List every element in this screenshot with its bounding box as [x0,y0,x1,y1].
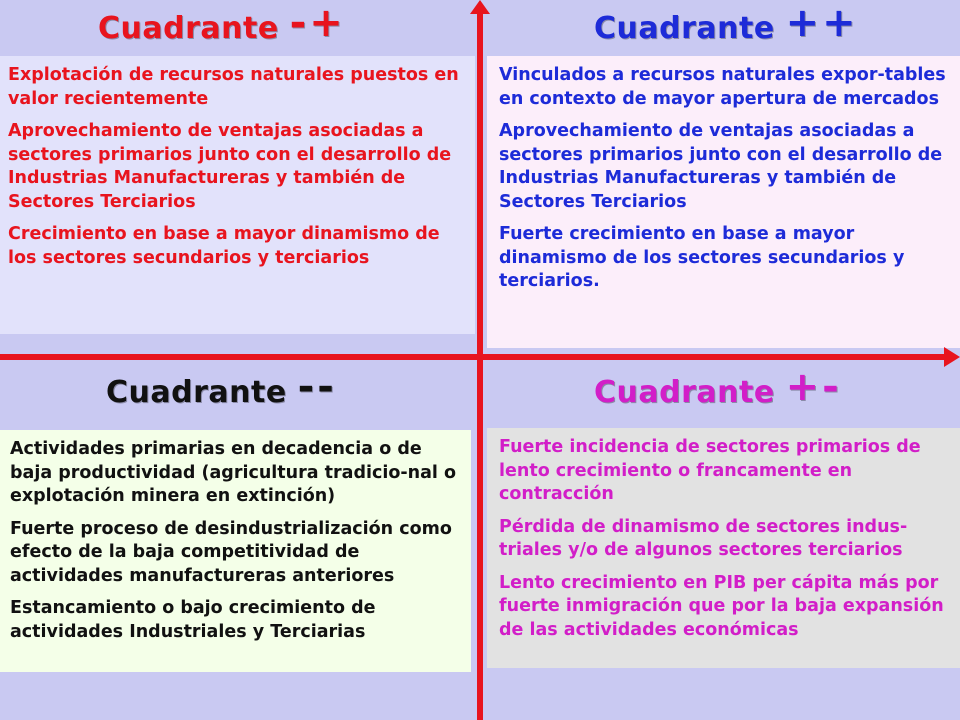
quadrant-minus-plus-box [0,56,475,334]
quadrant-plus-plus-sign: ++ [785,0,859,46]
quadrant-plus-minus-title-text: Cuadrante [594,375,775,410]
quadrant-minus-plus-sign: -+ [289,0,346,46]
quadrant-minus-plus-title [98,0,346,46]
quadrant-minus-minus-box [0,430,471,672]
quadrant-plus-minus-title [594,364,842,410]
horizontal-axis-arrowhead-icon [944,347,960,367]
quadrant-plus-minus-item: Fuerte incidencia de sectores primarios de lento crecimiento o francamente en contracción [499,437,921,504]
quadrant-plus-plus-title-text: Cuadrante [594,11,775,46]
quadrant-plus-minus-item: Lento crecimiento en PIB per cápita más por fuerte inmigración que por la baja expansión de las actividades económicas [499,572,944,640]
quadrant-minus-plus-item: Aprovechamiento de ventajas asociadas a sectores primarios junto con el desarrollo de Industrias Manufactureras y también de Sectores Terciarios [8,121,452,212]
quadrant-plus-plus-title [594,0,859,46]
quadrant-minus-plus-item: Crecimiento en base a mayor dinamismo de los sectores secundarios y terciarios [8,224,440,268]
quadrant-minus-minus-sign: -- [297,364,337,410]
quadrant-minus-minus-item: Estancamiento o bajo crecimiento de actividades Industriales y Terciarias [10,598,376,642]
quadrant-plus-minus-sign: +- [785,364,842,410]
quadrant-plus-plus-item: Fuerte crecimiento en base a mayor dinamismo de los sectores secundarios y terciarios. [499,224,905,291]
quadrant-minus-plus-title-text: Cuadrante [98,11,279,46]
quadrant-plus-plus-item: Aprovechamiento de ventajas asociadas a sectores primarios junto con el desarrollo de Industrias Manufactureras y también de Sectores Terciarios [499,121,943,212]
quadrant-minus-minus-item: Actividades primarias en decadencia o de baja productividad (agricultura tradicio-nal o explotación minera en extinción) [10,439,457,506]
quadrant-minus-minus-title [106,364,337,410]
horizontal-axis [0,354,946,360]
quadrant-minus-minus-item: Fuerte proceso de desindustrialización como efecto de la baja competitividad de actividades manufactureras anteriores [10,518,452,586]
vertical-axis-arrowhead-icon [470,0,490,14]
quadrant-minus-minus-title-text: Cuadrante [106,375,287,410]
quadrant-plus-minus-box [487,428,960,668]
quadrant-minus-plus-item: Explotación de recursos naturales puestos en valor recientemente [8,65,459,109]
quadrant-plus-plus-box [487,56,960,348]
quadrant-plus-minus-item: Pérdida de dinamismo de sectores indus-triales y/o de algunos sectores terciarios [499,516,908,560]
quadrant-plus-plus-item: Vinculados a recursos naturales expor-tables en contexto de mayor apertura de mercados [499,65,946,109]
vertical-axis [477,8,483,720]
